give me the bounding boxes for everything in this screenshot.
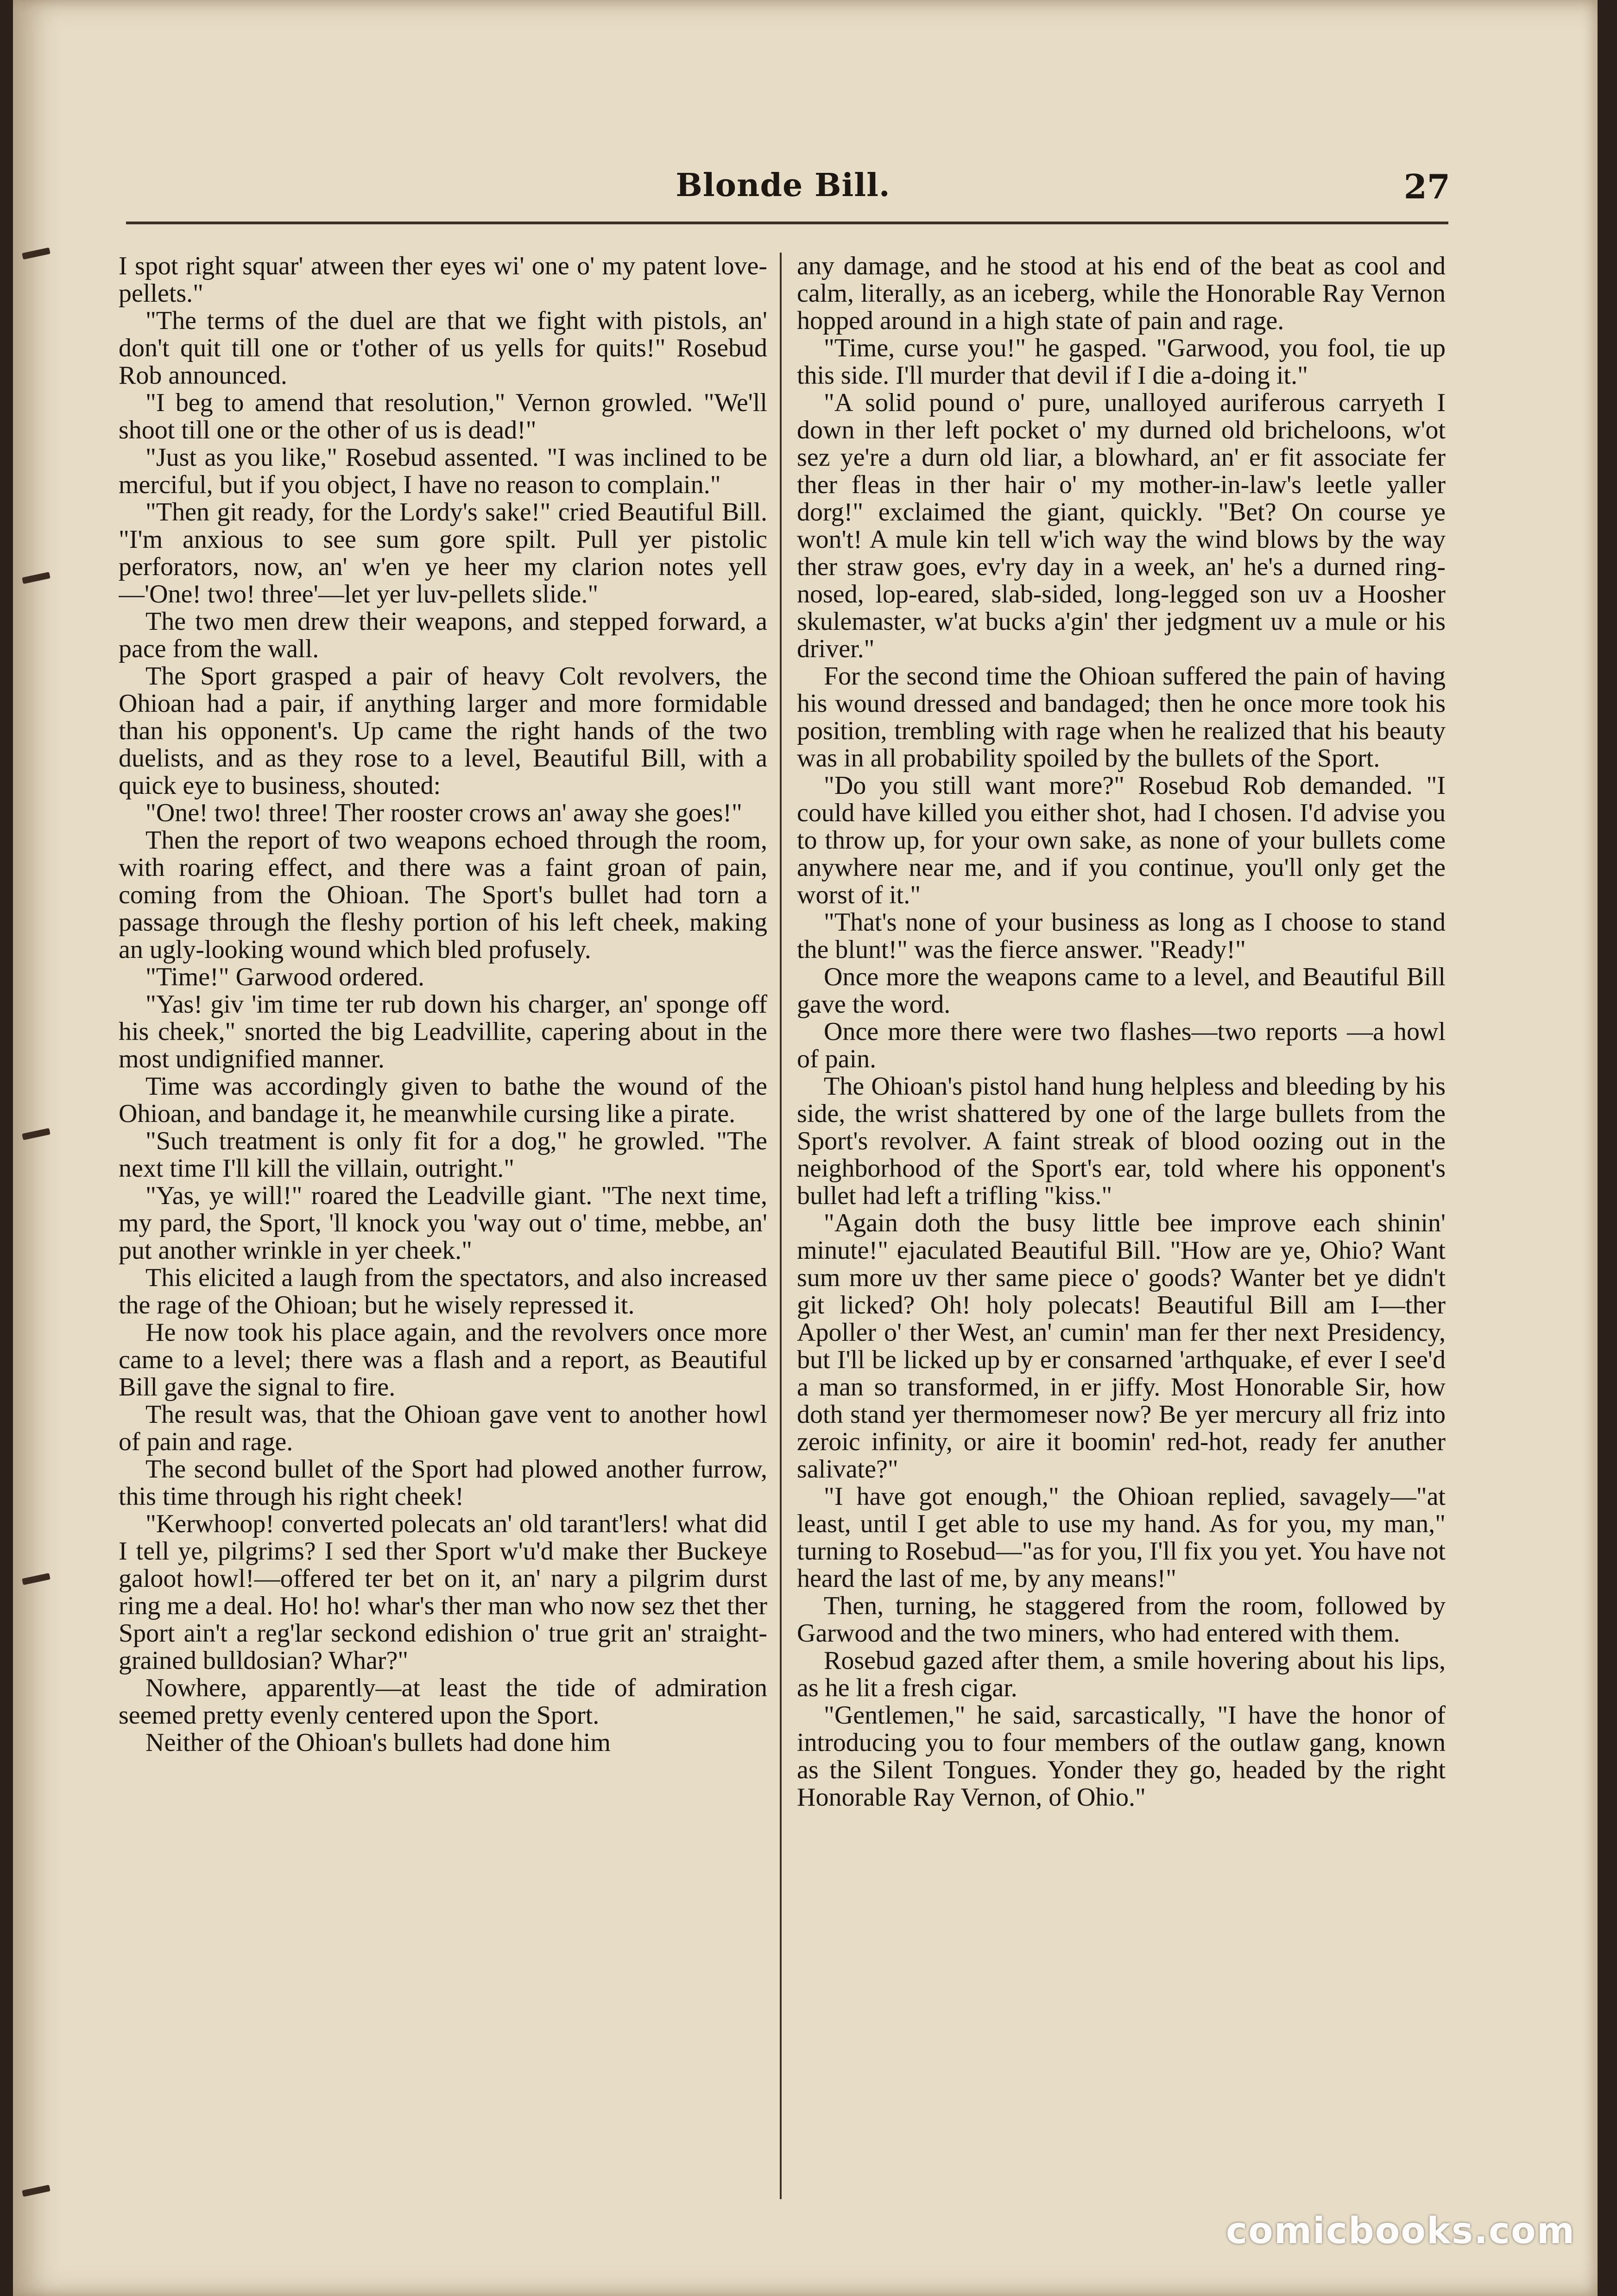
paragraph: "Yas, ye will!" roared the Leadville giant. "The next time, my pard, the Sport, 'll knock you 'way out o' time, mebbe, an' put another wrinkle in yer cheek." bbox=[119, 1181, 767, 1265]
binding-mark bbox=[22, 2185, 51, 2197]
paragraph: "Again doth the busy little bee improve each shinin' minute!" ejaculated Beautiful Bill. "How are ye, Ohio? Want sum more uv ther same piece o' goods? Wanter bet ye didn't git licked? Oh! holy polecats! Beautiful Bill am I—ther Apoller o' ther West, an' cumin' man fer ther next Presidency, but I'll be licked up by er consarned 'arthquake, ef ever I see'd a man so transformed, in er jiffy. Most Honorable Sir, how doth stand yer thermomeser now? Be yer mercury all friz into zeroic infinity, or aire it boomin' red-hot, ready fer anuther salivate?" bbox=[797, 1209, 1446, 1484]
binding-mark bbox=[22, 247, 51, 260]
binding-mark bbox=[22, 1573, 51, 1585]
binding-mark bbox=[22, 572, 51, 584]
paragraph: "Do you still want more?" Rosebud Rob demanded. "I could have killed you either shot, had I chosen. I'd advise you to throw up, for your own sake, as none of your bullets come anywhere near me, and if you continue, you'll only get the worst of it." bbox=[797, 771, 1446, 909]
paragraph: Neither of the Ohioan's bullets had done him bbox=[145, 1728, 611, 1757]
left-column bbox=[119, 253, 767, 2227]
paragraph: The two men drew their weapons, and stepped forward, a pace from the wall. bbox=[119, 607, 767, 663]
paragraph: He now took his place again, and the revolvers once more came to a level; there was a flash and a report, as Beautiful Bill gave the signal to fire. bbox=[119, 1318, 767, 1402]
paragraph: Then, turning, he staggered from the room, followed by Garwood and the two miners, who had entered with them. bbox=[797, 1592, 1446, 1648]
paragraph: "Time!" Garwood ordered. bbox=[145, 963, 424, 991]
paragraph: The Ohioan's pistol hand hung helpless and bleeding by his side, the wrist shattered by one of the large bullets from the Sport's revolver. A faint streak of blood oozing out in the neighborhood of the Sport's ear, told where his opponent's bullet had left a trifling "kiss." bbox=[797, 1072, 1446, 1210]
paragraph: This elicited a laugh from the spectators, and also increased the rage of the Ohioan; but he wisely repressed it. bbox=[119, 1263, 767, 1319]
page-number: 27 bbox=[1403, 167, 1450, 206]
paragraph: any damage, and he stood at his end of the beat as cool and calm, literally, as an iceberg, while the Honorable Ray Vernon hopped around in a high state of pain and rage. bbox=[797, 253, 1446, 335]
paragraph: Once more there were two flashes—two reports —a howl of pain. bbox=[797, 1017, 1446, 1073]
paragraph: "A solid pound o' pure, unalloyed auriferous carryeth I down in ther left pocket o' my durned old bricheloons, w'ot sez ye're a durn old liar, a blowhard, an' er fit associate fer ther fleas in ther hair o' my mother-in-law's leetle yaller dorg!" exclaimed the giant, quickly. "Bet? On course ye won't! A mule kin tell w'ich way the wind blows by the way ther straw goes, ev'ry day in a week, an' he's a durned ring-nosed, lop-eared, slab-sided, long-legged son uv a Hoosher skulemaster, w'at bucks a'gin' ther jedgment uv a mule or his driver." bbox=[797, 388, 1446, 663]
paragraph: "That's none of your business as long as I choose to stand the blunt!" was the fierce answer. "Ready!" bbox=[797, 908, 1446, 964]
paragraph: Nowhere, apparently—at least the tide of admiration seemed pretty evenly centered upon the Sport. bbox=[119, 1674, 767, 1730]
right-column bbox=[797, 253, 1446, 2227]
binding-mark bbox=[22, 1128, 51, 1140]
page-header bbox=[116, 167, 1450, 209]
paragraph: I spot right squar' atween ther eyes wi' one o' my patent love-pellets." bbox=[119, 253, 767, 308]
paragraph: Rosebud gazed after them, a smile hovering about his lips, as he lit a fresh cigar. bbox=[797, 1646, 1446, 1702]
paragraph: "Yas! giv 'im time ter rub down his charger, an' sponge off his cheek," snorted the big Leadvillite, capering about in the most undignified manner. bbox=[119, 990, 767, 1073]
paragraph: "Kerwhoop! converted polecats an' old tarant'lers! what did I tell ye, pilgrims? I sed ther Sport w'u'd make ther Buckeye galoot howl!—offered ter bet on it, an' nary a pilgrim durst ring me a deal. Ho! ho! whar's ther man who now sez thet ther Sport ain't a reg'lar seckond edishion o' true grit an' straight-grained bulldosian? Whar?" bbox=[119, 1510, 767, 1675]
paragraph: The second bullet of the Sport had plowed another furrow, this time through his right cheek! bbox=[119, 1455, 767, 1511]
paragraph: Time was accordingly given to bathe the wound of the Ohioan, and bandage it, he meanwhile cursing like a pirate. bbox=[119, 1072, 767, 1128]
paragraph: "Then git ready, for the Lordy's sake!" cried Beautiful Bill. "I'm anxious to see sum gore spilt. Pull yer pistolic perforators, now, an' w'en ye heer my clarion notes yell—'One! two! three'—let yer luv-pellets slide." bbox=[119, 498, 767, 609]
column-divider bbox=[780, 253, 782, 2199]
running-title: Blonde Bill. bbox=[676, 167, 891, 204]
site-watermark: comicbooks.com bbox=[1225, 2210, 1575, 2252]
paragraph: The Sport grasped a pair of heavy Colt revolvers, the Ohioan had a pair, if anything larger and more formidable than his opponent's. Up came the right hands of the two duelists, and as they rose to a level, Beautiful Bill, with a quick eye to business, shouted: bbox=[119, 662, 767, 800]
paragraph: "Time, curse you!" he gasped. "Garwood, you fool, tie up this side. I'll murder that devil if I die a-doing it." bbox=[797, 334, 1446, 390]
header-rule bbox=[126, 222, 1448, 224]
paragraph: "I beg to amend that resolution," Vernon growled. "We'll shoot till one or the other of us is dead!" bbox=[119, 388, 767, 444]
paragraph: "Just as you like," Rosebud assented. "I was inclined to be merciful, but if you object, I have no reason to complain." bbox=[119, 443, 767, 499]
paragraph: Once more the weapons came to a level, and Beautiful Bill gave the word. bbox=[797, 963, 1446, 1019]
paragraph: "The terms of the duel are that we fight with pistols, an' don't quit till one or t'other of us yells for quits!" Rosebud Rob announced. bbox=[119, 306, 767, 390]
paragraph: Then the report of two weapons echoed through the room, with roaring effect, and there was a faint groan of pain, coming from the Ohioan. The Sport's bullet had torn a passage through the fleshy portion of his left cheek, making an ugly-looking wound which bled profusely. bbox=[119, 826, 767, 964]
paragraph: "Such treatment is only fit for a dog," he growled. "The next time I'll kill the villain, outright." bbox=[119, 1127, 767, 1183]
paragraph: "Gentlemen," he said, sarcastically, "I have the honor of introducing you to four members of the outlaw gang, known as the Silent Tongues. Yonder they go, headed by the right Honorable Ray Vernon, of Ohio." bbox=[797, 1701, 1446, 1812]
paragraph: "One! two! three! Ther rooster crows an' away she goes!" bbox=[145, 799, 742, 827]
paragraph: The result was, that the Ohioan gave vent to another howl of pain and rage. bbox=[119, 1400, 767, 1456]
paragraph: For the second time the Ohioan suffered the pain of having his wound dressed and bandaged; then he once more took his position, trembling with rage when he realized that his beauty was in all probability spoiled by the bullets of the Sport. bbox=[797, 662, 1446, 773]
paragraph: "I have got enough," the Ohioan replied, savagely—"at least, until I get able to use my hand. As for you, my man," turning to Rosebud—"as for you, I'll fix you yet. You have not heard the last of me, by any means!" bbox=[797, 1482, 1446, 1593]
